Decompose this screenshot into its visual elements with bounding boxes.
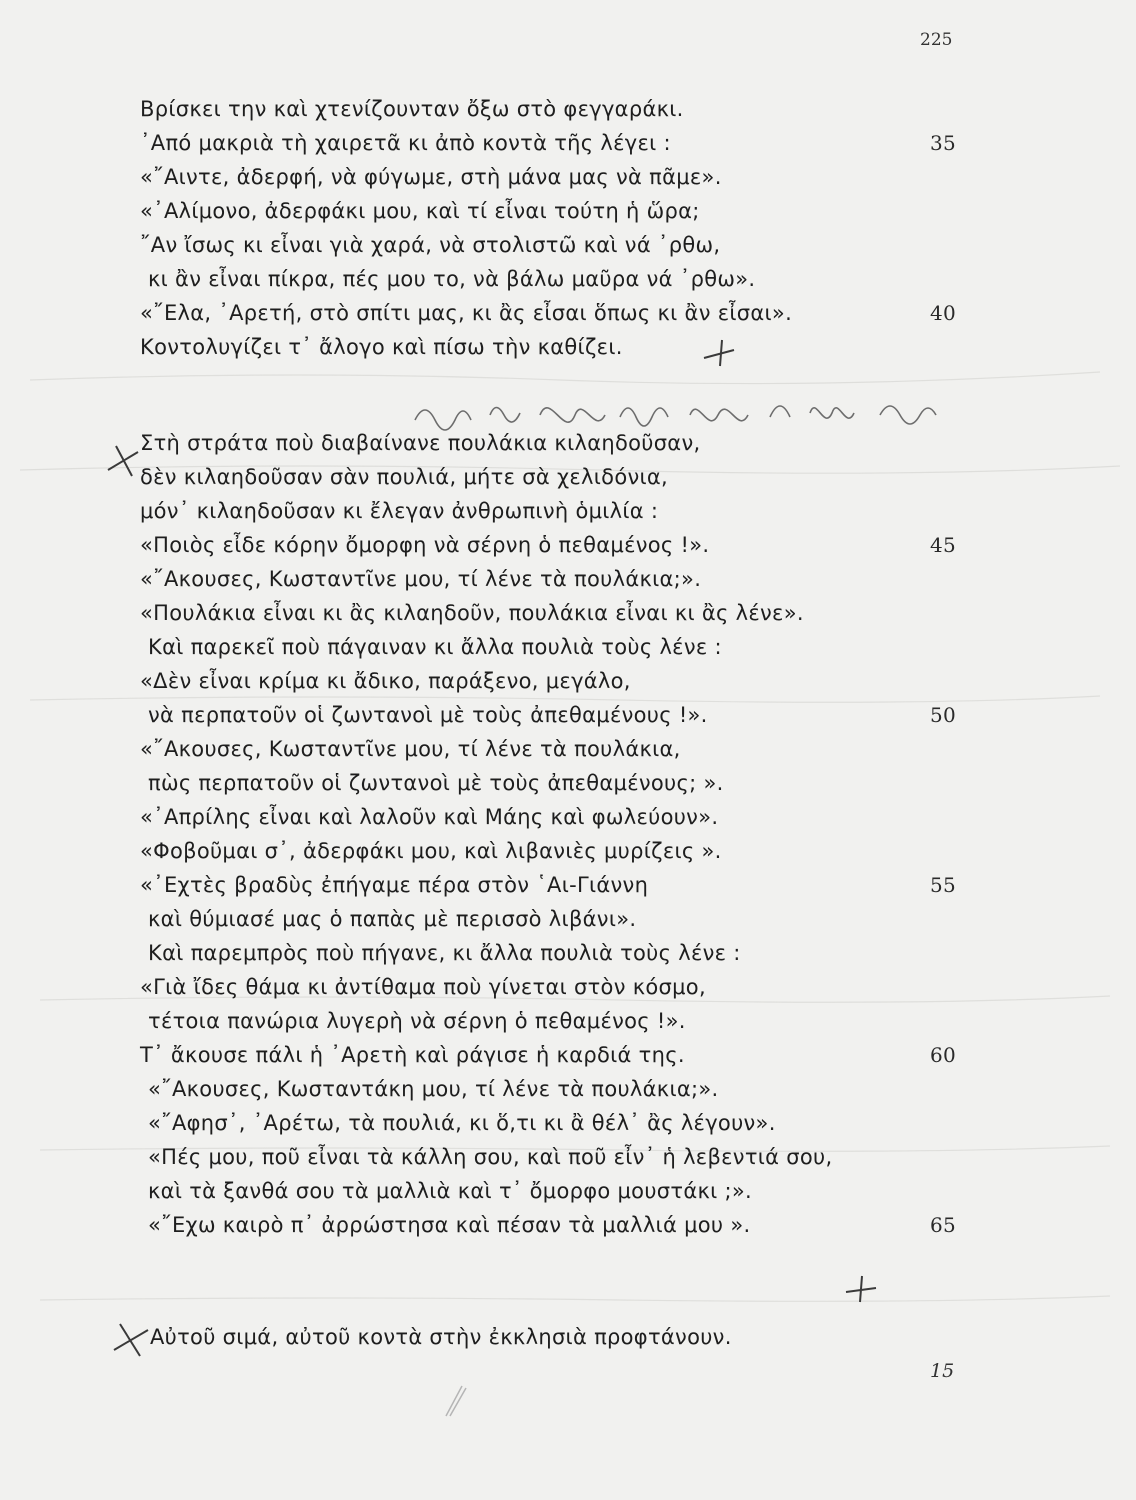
verse-line: [0, 494, 1136, 528]
verse-line: [0, 330, 1136, 364]
verse-line: [0, 596, 1136, 630]
line-number: 50: [930, 703, 957, 727]
verse-line: [0, 1038, 1136, 1072]
verse-text: «᾿Εχτὲς βραδὺς ἐπήγαμε πέρα στὸν ῾Αι-Γιάννη: [140, 873, 649, 897]
verse-text: δὲν κιλαηδοῦσαν σὰν πουλιά, μήτε σὰ χελιδόνια,: [140, 465, 669, 489]
verse-text: Τ᾿ ἄκουσε πάλι ἡ ᾿Αρετὴ καὶ ράγισε ἡ καρδιά της.: [140, 1043, 685, 1067]
verse-text: καὶ τὰ ξανθά σου τὰ μαλλιὰ καὶ τ᾿ ὄμορφο μουστάκι ;».: [148, 1179, 753, 1203]
verse-text: Αὐτοῦ σιμά, αὐτοῦ κοντὰ στὴν ἐκκλησιὰ προφτάνουν.: [150, 1325, 732, 1349]
stanza-3: [0, 1320, 1136, 1354]
verse-line: [0, 160, 1136, 194]
verse-line: [0, 970, 1136, 1004]
signature-mark: 15: [930, 1360, 955, 1382]
verse-text: «Δὲν εἶναι κρίμα κι ἄδικο, παράξενο, μεγάλο,: [140, 669, 631, 693]
pencil-cross-mark-icon: [104, 440, 144, 480]
verse-text: κι ἂν εἶναι πίκρα, πές μου το, νὰ βάλω μαῦρα νά ᾿ρθω».: [148, 267, 756, 291]
verse-text: μόν᾿ κιλαηδοῦσαν κι ἔλεγαν ἀνθρωπινὴ ὁμιλία :: [140, 499, 659, 523]
verse-text: «῎Ακουσες, Κωσταντάκη μου, τί λένε τὰ πουλάκια;».: [148, 1077, 719, 1101]
verse-text: τέτοια πανώρια λυγερὴ νὰ σέρνη ὁ πεθαμένος !».: [148, 1009, 686, 1033]
verse-line: [0, 194, 1136, 228]
verse-line: [0, 1140, 1136, 1174]
line-number: 40: [930, 301, 957, 325]
verse-text: νὰ περπατοῦν οἱ ζωντανοὶ μὲ τοὺς ἀπεθαμένους !».: [148, 703, 708, 727]
verse-line: [0, 126, 1136, 160]
pencil-cross-mark-icon: [110, 1316, 154, 1360]
line-number: 55: [930, 873, 957, 897]
verse-text: «Πουλάκια εἶναι κι ἂς κιλαηδοῦν, πουλάκια εἶναι κι ἂς λένε».: [140, 601, 804, 625]
verse-line: [0, 732, 1136, 766]
verse-line: [0, 834, 1136, 868]
verse-line: [0, 630, 1136, 664]
line-number: 35: [930, 131, 957, 155]
verse-line: [0, 262, 1136, 296]
verse-line: [0, 1320, 1136, 1354]
verse-text: Στὴ στράτα ποὺ διαβαίνανε πουλάκια κιλαηδοῦσαν,: [140, 431, 701, 455]
verse-text: «Γιὰ ἴδες θάμα κι ἀντίθαμα ποὺ γίνεται στὸν κόσμο,: [140, 975, 706, 999]
pencil-stroke-icon: [440, 1380, 470, 1420]
verse-text: Βρίσκει την καὶ χτενίζουνταν ὄξω στὸ φεγγαράκι.: [140, 97, 684, 121]
verse-text: «᾿Απρίλης εἶναι καὶ λαλοῦν καὶ Μάης καὶ φωλεύουν».: [140, 805, 719, 829]
line-number: 60: [930, 1043, 957, 1067]
verse-line: [0, 460, 1136, 494]
pencil-cross-mark-icon: [700, 336, 740, 370]
verse-text: Καὶ παρεμπρὸς ποὺ πήγανε, κι ἄλλα πουλιὰ τοὺς λένε :: [148, 941, 741, 965]
verse-line: [0, 1106, 1136, 1140]
verse-text: ῎Αν ἴσως κι εἶναι γιὰ χαρά, νὰ στολιστῶ καὶ νά ᾿ρθω,: [140, 233, 721, 257]
verse-line: [0, 698, 1136, 732]
verse-line: [0, 296, 1136, 330]
verse-text: ᾿Από μακριὰ τὴ χαιρετᾶ κι ἀπὸ κοντὰ τῆς λέγει :: [140, 131, 671, 155]
stanza-2: [0, 426, 1136, 1242]
verse-text: Καὶ παρεκεῖ ποὺ πάγαιναν κι ἄλλα πουλιὰ τοὺς λένε :: [148, 635, 722, 659]
verse-line: [0, 1004, 1136, 1038]
verse-line: [0, 426, 1136, 460]
verse-text: «῎Εχω καιρὸ π᾿ ἀρρώστησα καὶ πέσαν τὰ μαλλιά μου ».: [148, 1213, 751, 1237]
verse-text: «῎Ακουσες, Κωσταντῖνε μου, τί λένε τὰ πουλάκια;».: [140, 567, 702, 591]
verse-text: Κοντολυγίζει τ᾿ ἄλογο καὶ πίσω τὴν καθίζει.: [140, 335, 623, 359]
verse-line: [0, 1072, 1136, 1106]
verse-line: [0, 1208, 1136, 1242]
verse-text: «῎Αφησ᾿, ᾿Αρέτω, τὰ πουλιά, κι ὅ,τι κι ἂ θέλ᾿ ἂς λέγουν».: [148, 1111, 776, 1135]
verse-line: [0, 228, 1136, 262]
pencil-cross-mark-icon: [842, 1272, 882, 1306]
verse-line: [0, 936, 1136, 970]
verse-text: πὼς περπατοῦν οἱ ζωντανοὶ μὲ τοὺς ἀπεθαμένους; ».: [148, 771, 724, 795]
verse-text: καὶ θύμιασέ μας ὁ παπὰς μὲ περισσὸ λιβάνι».: [148, 907, 637, 931]
verse-text: «Ποιὸς εἶδε κόρην ὄμορφη νὰ σέρνη ὁ πεθαμένος !».: [140, 533, 710, 557]
page-number: 225: [920, 30, 953, 50]
verse-text: «῎Αιντε, ἀδερφή, νὰ φύγωμε, στὴ μάνα μας νὰ πᾶμε».: [140, 165, 722, 189]
verse-line: [0, 868, 1136, 902]
verse-text: «῎Ακουσες, Κωσταντῖνε μου, τί λένε τὰ πουλάκια,: [140, 737, 681, 761]
verse-line: [0, 92, 1136, 126]
verse-line: [0, 766, 1136, 800]
verse-line: [0, 1174, 1136, 1208]
line-number: 45: [930, 533, 957, 557]
verse-line: [0, 902, 1136, 936]
verse-text: «῎Ελα, ᾿Αρετή, στὸ σπίτι μας, κι ἂς εἶσαι ὅπως κι ἂν εἶσαι».: [140, 301, 793, 325]
stanza-1: [0, 92, 1136, 364]
verse-text: «Φοβοῦμαι σ᾿, ἀδερφάκι μου, καὶ λιβανιὲς μυρίζεις ».: [140, 839, 722, 863]
verse-line: [0, 664, 1136, 698]
verse-line: [0, 800, 1136, 834]
verse-text: «Πές μου, ποῦ εἶναι τὰ κάλλη σου, καὶ ποῦ εἶν᾿ ἡ λεβεντιά σου,: [148, 1145, 833, 1169]
verse-text: «᾿Αλίμονο, ἀδερφάκι μου, καὶ τί εἶναι τούτη ἡ ὥρα;: [140, 199, 700, 223]
verse-line: [0, 528, 1136, 562]
verse-line: [0, 562, 1136, 596]
line-number: 65: [930, 1213, 957, 1237]
